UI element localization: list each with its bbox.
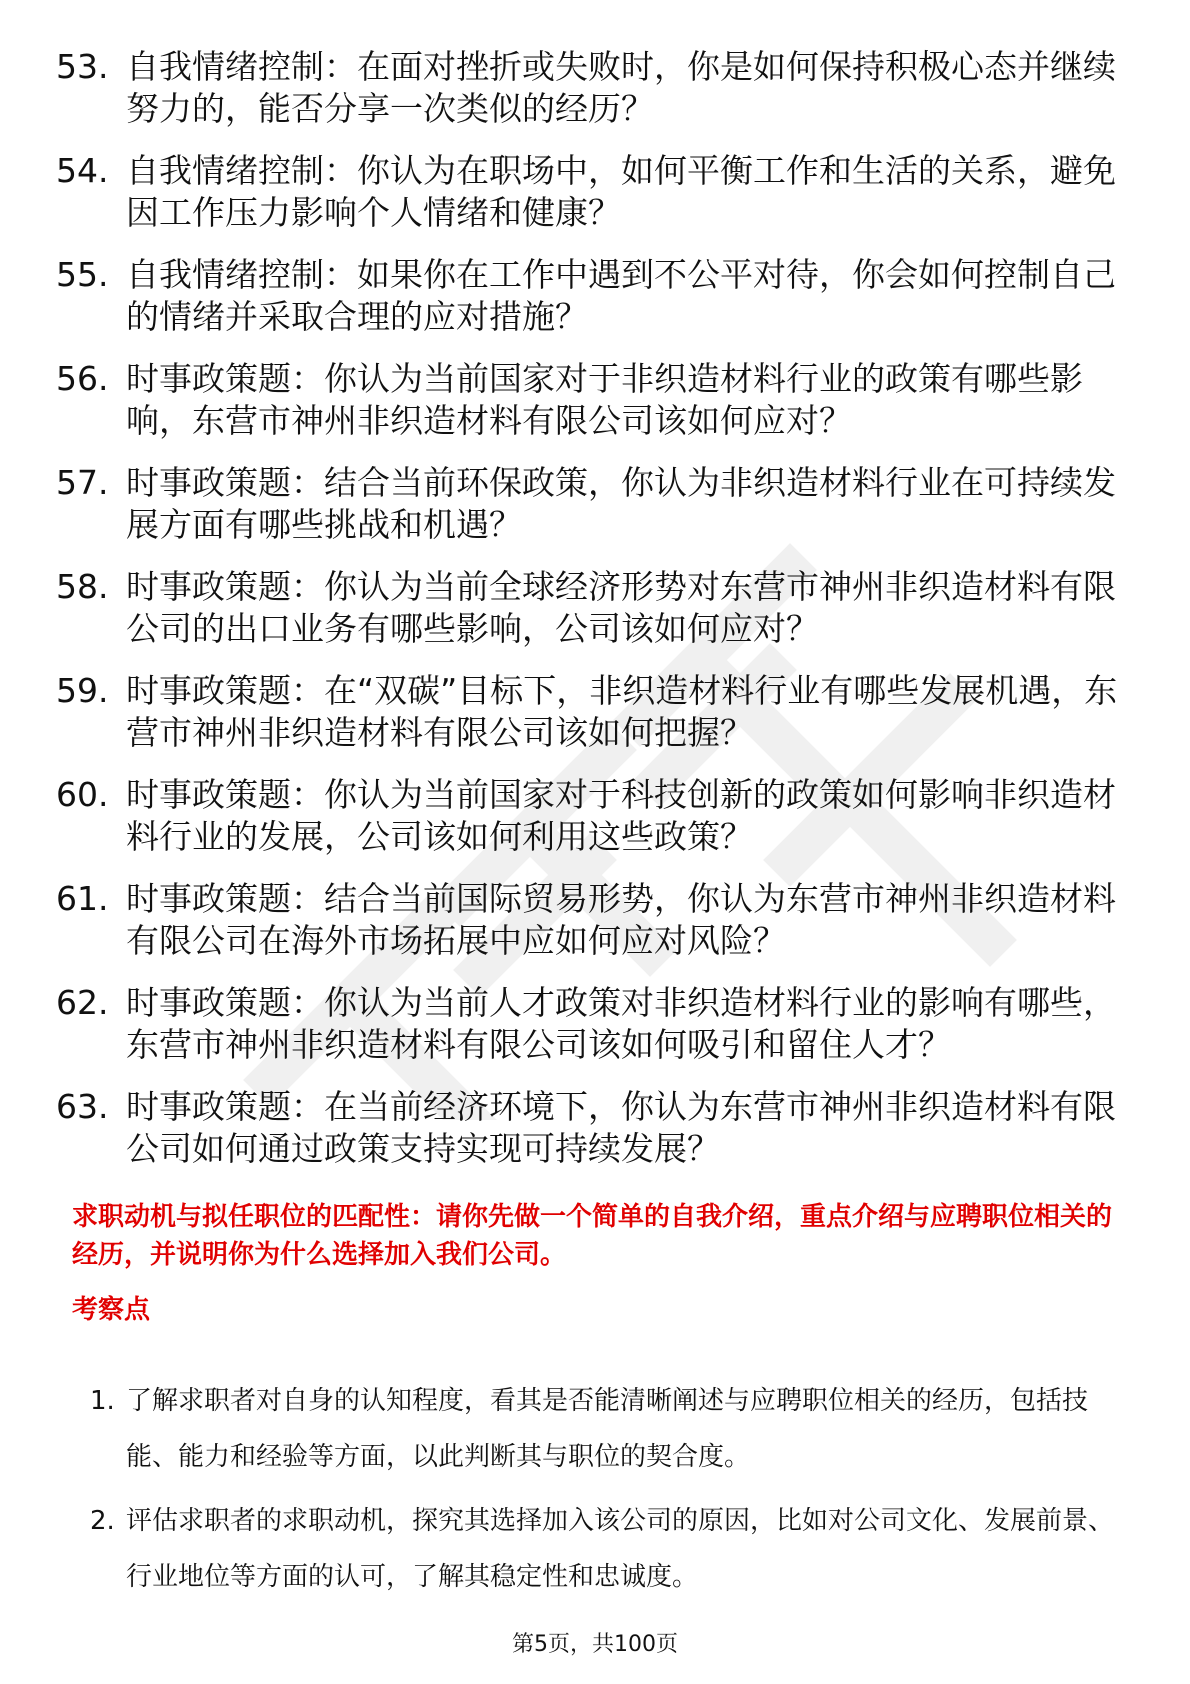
assessment-points-list: [90, 1373, 1130, 1613]
list-item: [90, 1493, 1130, 1605]
list-item: [56, 982, 1136, 1066]
question-number: 58.: [56, 567, 109, 606]
question-text: 自我情绪控制：在面对挫折或失败时，你是如何保持积极心态并继续努力的，能否分享一次类似的经历？: [126, 47, 1116, 128]
question-text: 时事政策题：你认为当前人才政策对非织造材料行业的影响有哪些，东营市神州非织造材料有限公司该如何吸引和留住人才？: [126, 983, 1116, 1064]
list-item: [56, 462, 1136, 546]
list-item: [56, 566, 1136, 650]
question-number: 60.: [56, 775, 109, 814]
list-item: [56, 254, 1136, 338]
question-number: 54.: [56, 151, 109, 190]
question-text: 时事政策题：你认为当前全球经济形势对东营市神州非织造材料有限公司的出口业务有哪些影响，公司该如何应对？: [126, 567, 1116, 648]
question-number: 55.: [56, 255, 109, 294]
question-text: 时事政策题：在“双碳”目标下，非织造材料行业有哪些发展机遇，东营市神州非织造材料有限公司该如何把握？: [126, 671, 1118, 752]
question-number: 53.: [56, 47, 109, 86]
list-item: [56, 150, 1136, 234]
question-text: 自我情绪控制：你认为在职场中，如何平衡工作和生活的关系，避免因工作压力影响个人情绪和健康？: [126, 151, 1116, 232]
question-text: 时事政策题：在当前经济环境下，你认为东营市神州非织造材料有限公司如何通过政策支持实现可持续发展？: [126, 1087, 1116, 1168]
point-number: 2.: [90, 1506, 115, 1536]
question-number: 57.: [56, 463, 109, 502]
question-text: 时事政策题：结合当前环保政策，你认为非织造材料行业在可持续发展方面有哪些挑战和机遇？: [126, 463, 1116, 544]
question-text: 时事政策题：你认为当前国家对于非织造材料行业的政策有哪些影响，东营市神州非织造材料有限公司该如何应对？: [126, 359, 1083, 440]
point-text: 了解求职者对自身的认知程度，看其是否能清晰阐述与应聘职位相关的经历，包括技能、能力和经验等方面，以此判断其与职位的契合度。: [126, 1386, 1089, 1472]
list-item: [56, 358, 1136, 442]
list-item: [56, 670, 1136, 754]
list-item: [90, 1373, 1130, 1485]
point-number: 1.: [90, 1386, 115, 1416]
question-number: 61.: [56, 879, 109, 918]
point-text: 评估求职者的求职动机，探究其选择加入该公司的原因，比如对公司文化、发展前景、行业地位等方面的认可，了解其稳定性和忠诚度。: [126, 1506, 1115, 1592]
question-number: 62.: [56, 983, 109, 1022]
page-footer: 第5页，共100页: [512, 1632, 678, 1657]
list-item: [56, 774, 1136, 858]
list-item: [56, 46, 1136, 130]
question-list: [56, 46, 1136, 1190]
section-title: 考察点: [72, 1295, 151, 1325]
question-text: 自我情绪控制：如果你在工作中遇到不公平对待，你会如何控制自己的情绪并采取合理的应对措施？: [126, 255, 1116, 336]
list-item: [56, 1086, 1136, 1170]
question-number: 63.: [56, 1087, 109, 1126]
highlight-question: 求职动机与拟任职位的匹配性：请你先做一个简单的自我介绍，重点介绍与应聘职位相关的经历，并说明你为什么选择加入我们公司。: [72, 1202, 1113, 1270]
question-text: 时事政策题：你认为当前国家对于科技创新的政策如何影响非织造材料行业的发展，公司该如何利用这些政策？: [126, 775, 1116, 856]
list-item: [56, 878, 1136, 962]
question-number: 56.: [56, 359, 109, 398]
question-number: 59.: [56, 671, 109, 710]
question-text: 时事政策题：结合当前国际贸易形势，你认为东营市神州非织造材料有限公司在海外市场拓展中应如何应对风险？: [126, 879, 1116, 960]
